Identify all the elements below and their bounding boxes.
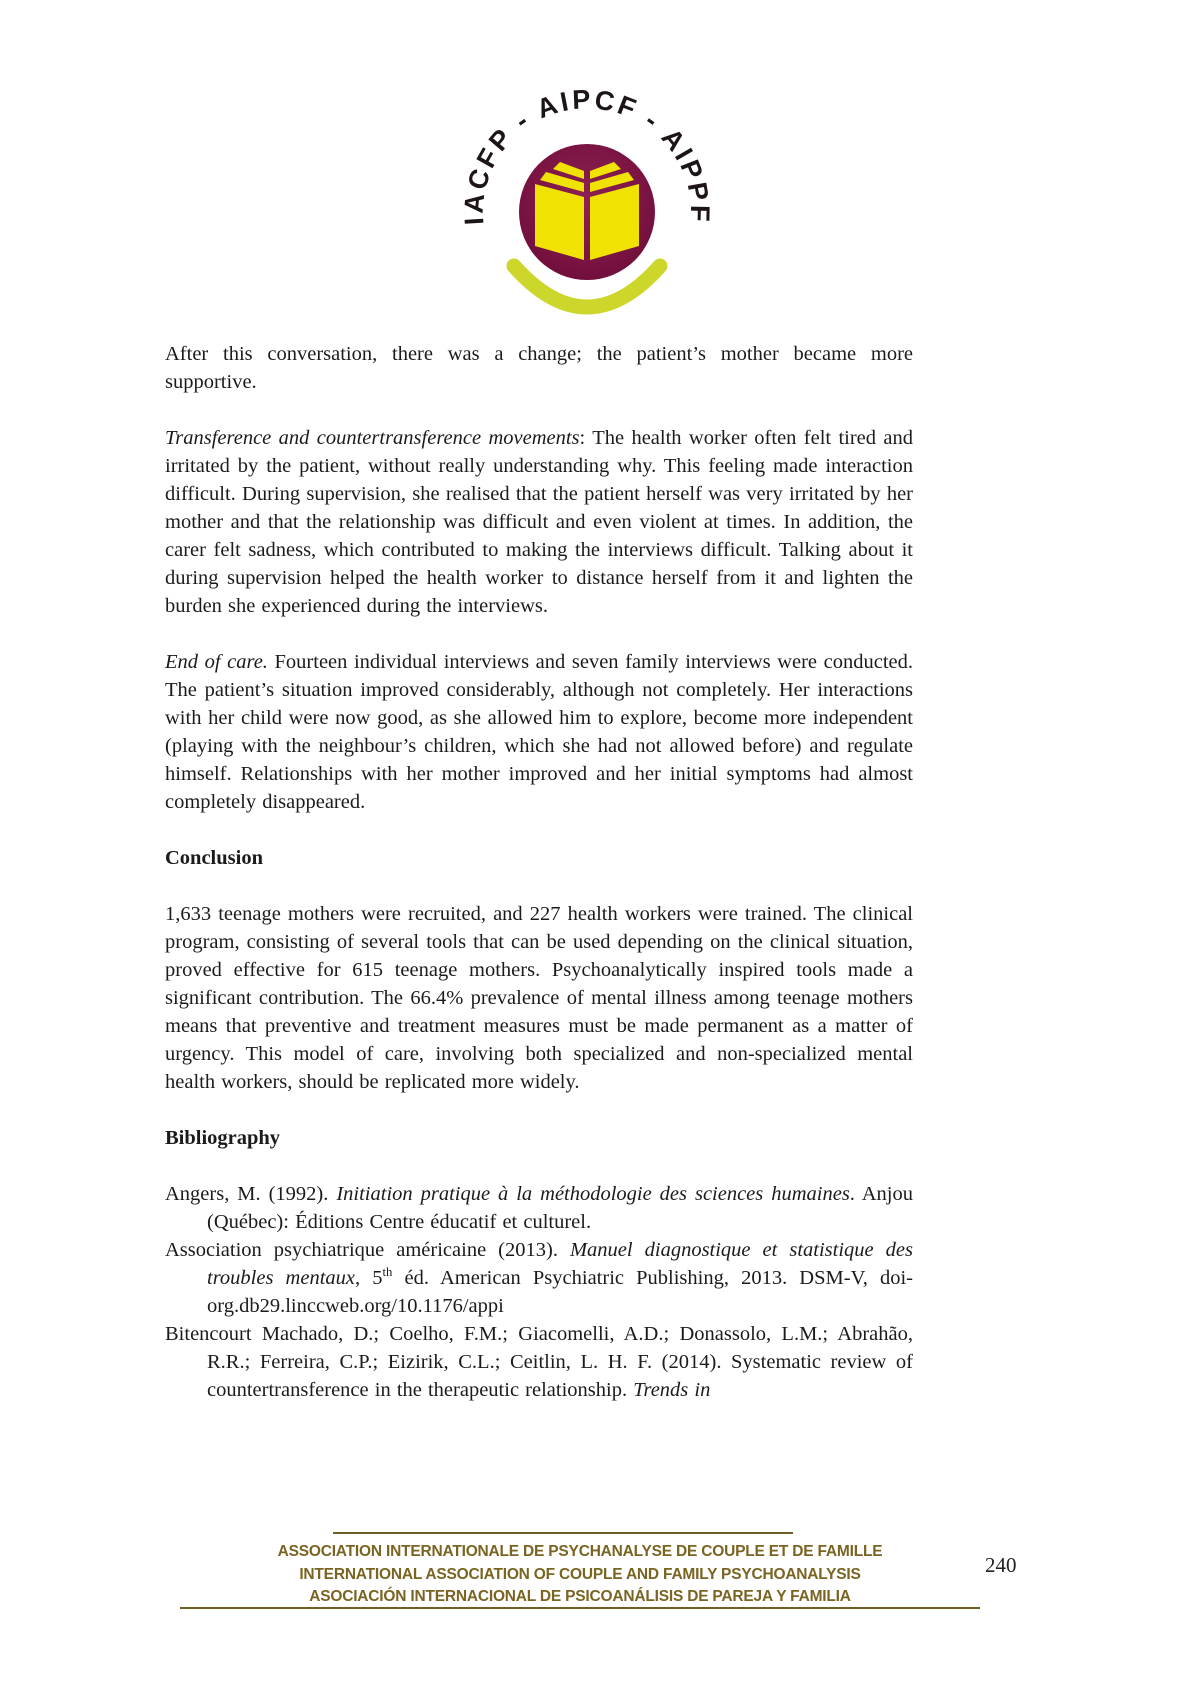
footer-association-names xyxy=(180,1541,980,1609)
paragraph-supportive: After this conversation, there was a change; the patient’s mother became more supportive. xyxy=(165,343,913,393)
bibliography-entry: Association psychiatrique américaine (2013). Manuel diagnostique et statistique des troubles mentaux, 5th éd. American Psychiatric Publishing, 2013. DSM-V, doi-org.db29.linccweb.org/10.1176/appi xyxy=(165,1239,913,1317)
bibliography-entry: Angers, M. (1992). Initiation pratique à la méthodologie des sciences humaines. Anjou (Québec): Éditions Centre éducatif et culturel. xyxy=(165,1183,913,1233)
footer-bottom-rule xyxy=(180,1607,980,1609)
bibliography-heading: Bibliography xyxy=(165,1127,281,1149)
paragraph-end-of-care: End of care. Fourteen individual interviews and seven family interviews were conducted. The patient’s situation improved considerably, although not completely. Her interactions with her child were now good, as she allowed him to explore, become more independent (playing with the neighbour’s children, which she had not allowed before) and regulate himself. Relationships with her mother improved and her initial symptoms had almost completely disappeared. xyxy=(165,651,913,813)
bibliography-list xyxy=(165,1180,913,1404)
iacfp-logo xyxy=(412,78,762,316)
conclusion-heading: Conclusion xyxy=(165,847,263,869)
footer-top-rule xyxy=(333,1532,793,1534)
bibliography-entry: Bitencourt Machado, D.; Coelho, F.M.; Giacomelli, A.D.; Donassolo, L.M.; Abrahão, R.R.; Ferreira, C.P.; Eizirik, C.L.; Ceitlin, L. H. F. (2014). Systematic review of countertransference in the therapeutic relationship. Trends in xyxy=(165,1323,913,1401)
page-number: 240 xyxy=(985,1553,1017,1577)
page-body xyxy=(165,340,913,1404)
footer-line-french: ASSOCIATION INTERNATIONALE DE PSYCHANALYSE DE COUPLE ET DE FAMILLE xyxy=(277,1543,883,1560)
paragraph-conclusion: 1,633 teenage mothers were recruited, and 227 health workers were trained. The clinical program, consisting of several tools that can be used depending on the clinical situation, proved effective for 615 teenage mothers. Psychoanalytically inspired tools made a significant contribution. The 66.4% prevalence of mental illness among teenage mothers means that preventive and treatment measures must be made permanent as a matter of urgency. This model of care, involving both specialized and non-specialized mental health workers, should be replicated more widely. xyxy=(165,903,913,1093)
footer-line-spanish: ASOCIACIÓN INTERNACIONAL DE PSICOANÁLISIS DE PAREJA Y FAMILIA xyxy=(309,1588,851,1605)
footer-line-english: INTERNATIONAL ASSOCIATION OF COUPLE AND FAMILY PSYCHOANALYSIS xyxy=(299,1565,861,1583)
logo-arc-text: IACFP - AIPCF - AIPPF xyxy=(458,84,716,226)
paragraph-transference: Transference and countertransference movements: The health worker often felt tired and irritated by the patient, without really understanding why. This feeling made interaction difficult. During supervision, she realised that the patient herself was very irritated by her mother and that the relationship was difficult and even violent at times. In addition, the carer felt sadness, which contributed to making the interviews difficult. Talking about it during supervision helped the health worker to distance herself from it and lighten the burden she experienced during the interviews. xyxy=(165,427,913,617)
